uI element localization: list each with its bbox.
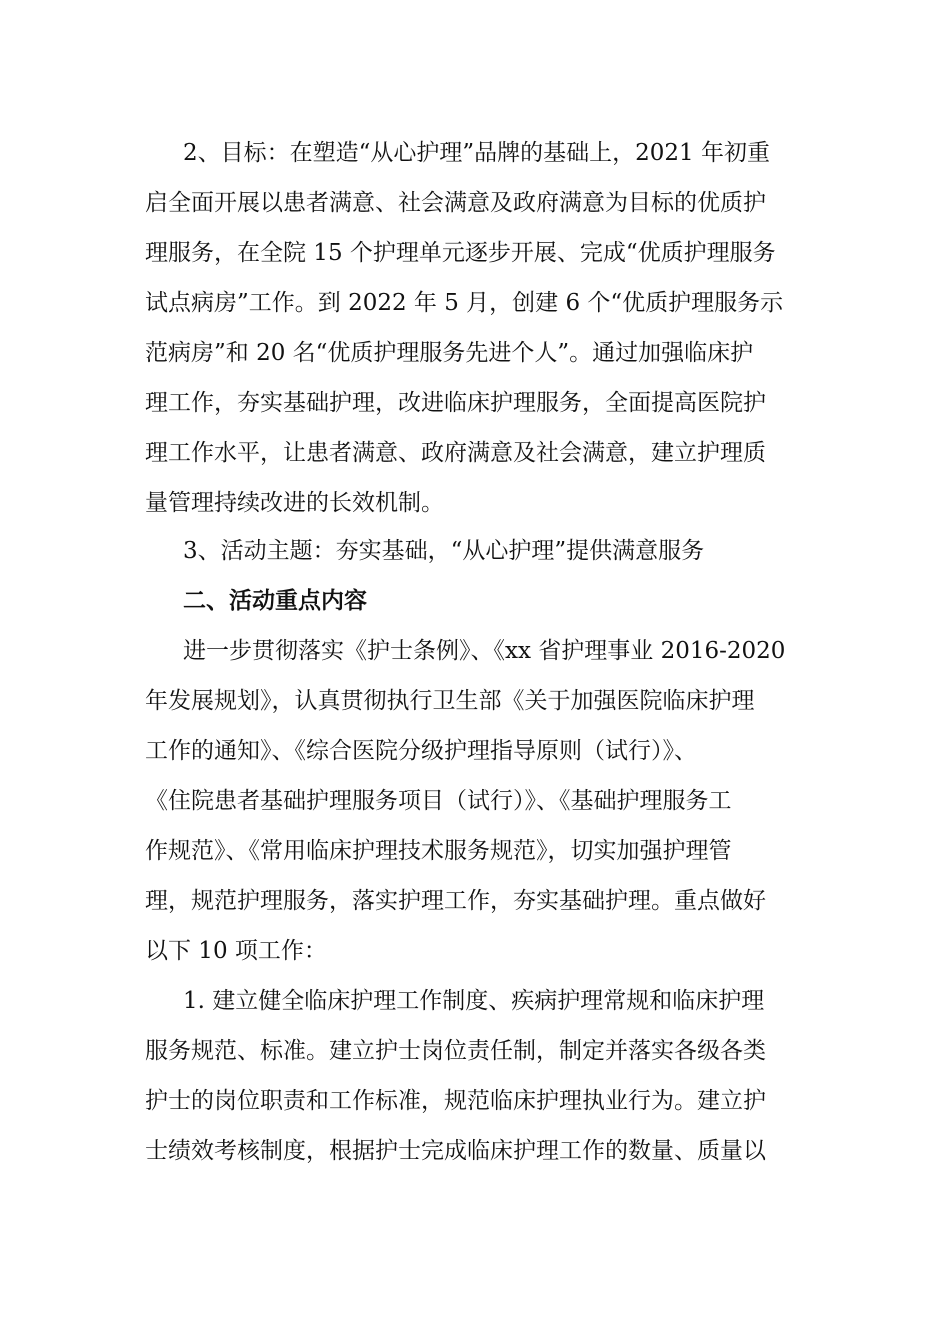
paragraph-theme: 3、活动主题：夯实基础，“从心护理”提供满意服务 bbox=[183, 538, 705, 564]
paragraph-intro-line-6: 理，规范护理服务，落实护理工作，夯实基础护理。重点做好 bbox=[145, 888, 766, 914]
paragraph-goal-line-8: 量管理持续改进的长效机制。 bbox=[145, 490, 444, 516]
paragraph-intro-line-7: 以下 10 项工作： bbox=[145, 938, 327, 964]
paragraph-goal-line-4: 试点病房”工作。到 2022 年 5 月，创建 6 个“优质护理服务示 bbox=[145, 290, 784, 316]
paragraph-item1-line-3: 护士的岗位职责和工作标准，规范临床护理执业行为。建立护 bbox=[145, 1088, 766, 1114]
paragraph-intro-line-1: 进一步贯彻落实《护士条例》、《xx 省护理事业 2016-2020 bbox=[183, 638, 786, 664]
paragraph-item1-line-2: 服务规范、标准。建立护士岗位责任制，制定并落实各级各类 bbox=[145, 1038, 766, 1064]
paragraph-goal-line-5: 范病房”和 20 名“优质护理服务先进个人”。通过加强临床护 bbox=[145, 340, 754, 366]
paragraph-goal-line-2: 启全面开展以患者满意、社会满意及政府满意为目标的优质护 bbox=[145, 190, 766, 216]
paragraph-intro-line-3: 工作的通知》、《综合医院分级护理指导原则（试行）》、 bbox=[145, 738, 697, 764]
paragraph-intro-line-4: 《住院患者基础护理服务项目（试行）》、《基础护理服务工 bbox=[145, 788, 732, 814]
paragraph-item1-line-4: 士绩效考核制度，根据护士完成临床护理工作的数量、质量以 bbox=[145, 1138, 766, 1164]
paragraph-goal-line-1: 2、目标：在塑造“从心护理”品牌的基础上，2021 年初重 bbox=[183, 140, 770, 166]
paragraph-item1-line-1: 1. 建立健全临床护理工作制度、疾病护理常规和临床护理 bbox=[183, 988, 765, 1014]
paragraph-goal-line-3: 理服务，在全院 15 个护理单元逐步开展、完成“优质护理服务 bbox=[145, 240, 776, 266]
paragraph-intro-line-2: 年发展规划》，认真贯彻执行卫生部《关于加强医院临床护理 bbox=[145, 688, 755, 714]
paragraph-intro-line-5: 作规范》、《常用临床护理技术服务规范》，切实加强护理管 bbox=[145, 838, 732, 864]
paragraph-goal-line-6: 理工作，夯实基础护理，改进临床护理服务，全面提高医院护 bbox=[145, 390, 766, 416]
section-heading: 二、活动重点内容 bbox=[183, 587, 367, 614]
paragraph-goal-line-7: 理工作水平，让患者满意、政府满意及社会满意，建立护理质 bbox=[145, 440, 766, 466]
